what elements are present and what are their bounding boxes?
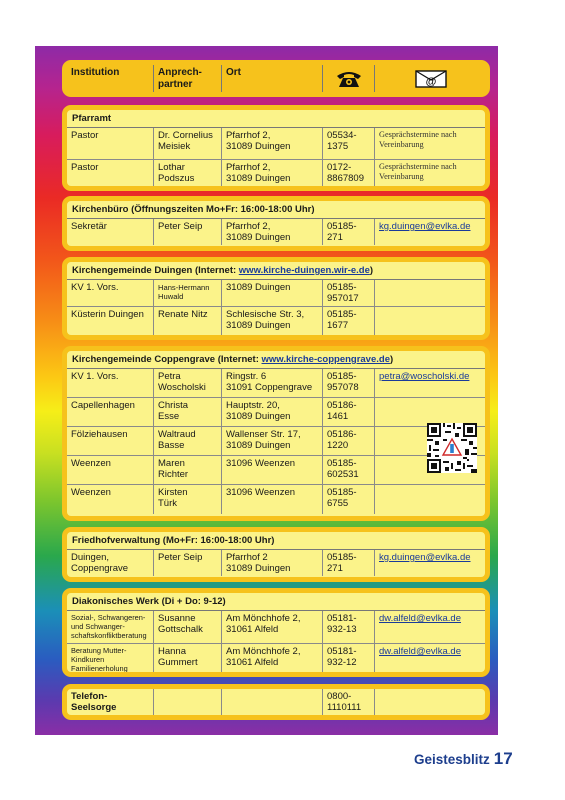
address-cell: Schlesische Str. 3, 31089 Duingen (221, 307, 322, 335)
role-cell: Pastor (71, 162, 99, 173)
telephone-icon (322, 65, 374, 92)
envelope-at-icon (374, 65, 485, 92)
role-cell: Duingen, Coppengrave (71, 552, 129, 574)
header-contact: Anprech- partner (153, 65, 221, 92)
qr-code-icon (427, 423, 477, 473)
email-link[interactable]: dw.alfeld@evlka.de (379, 646, 461, 657)
column-header-row (67, 65, 485, 92)
note-cell (374, 307, 485, 335)
table-row (67, 160, 485, 187)
name-cell: Lothar Podszus (153, 160, 221, 187)
role-cell: Küsterin Duingen (71, 309, 144, 320)
role-cell: Weenzen (71, 458, 111, 469)
table-row (67, 280, 485, 307)
address-cell: 31096 Weenzen (221, 485, 322, 514)
role-cell: Sekretär (71, 221, 107, 232)
section-kirchenbuero (62, 196, 490, 251)
role-cell: Beratung Mutter- Kindkuren Familienerholung (71, 646, 128, 673)
address-cell: Am Mönchhofe 2, 31061 Alfeld (221, 611, 322, 643)
role-cell: Telefon- Seelsorge (71, 691, 117, 713)
header-place: Ort (221, 65, 322, 92)
empty-cell (374, 398, 485, 426)
phone-cell: 05185- 6755 (322, 485, 374, 514)
name-cell: Maren Richter (153, 456, 221, 484)
section-title: Pfarramt (67, 110, 485, 128)
table-row (67, 369, 485, 398)
website-link[interactable]: www.kirche-duingen.wir-e.de (238, 265, 370, 276)
section-friedhof (62, 527, 490, 582)
table-row (67, 307, 485, 335)
name-cell: Dr. Cornelius Meisiek (153, 128, 221, 159)
table-row (67, 611, 485, 644)
role-cell: Weenzen (71, 487, 111, 498)
section-diakonisches-werk (62, 588, 490, 677)
phone-cell: 05181- 932-13 (322, 611, 374, 643)
address-cell: Hauptstr. 20, 31089 Duingen (221, 398, 322, 426)
section-kg-duingen (62, 257, 490, 340)
phone-cell: 05186- 1220 (322, 427, 374, 455)
email-link[interactable]: dw.alfeld@evlka.de (379, 613, 461, 624)
page-number: 17 (493, 749, 513, 768)
name-cell: Waltraud Basse (153, 427, 221, 455)
phone-cell: 05185- 1677 (322, 307, 374, 335)
role-cell: KV 1. Vors. (71, 371, 119, 382)
section-telefonseelsorge (62, 684, 490, 720)
role-cell: Capellenhagen (71, 400, 135, 411)
phone-cell: 0800- 1110111 (322, 689, 374, 715)
header-institution: Institution (71, 67, 120, 78)
email-link[interactable]: kg.duingen@evlka.de (379, 552, 471, 563)
empty-cell (153, 689, 221, 715)
table-row (67, 485, 485, 514)
note-cell: Gesprächstermine nach Vereinbarung (374, 128, 485, 159)
note-cell: Gesprächstermine nach Vereinbarung (374, 160, 485, 187)
table-row (67, 427, 485, 456)
address-cell: Pfarrhof 2 31089 Duingen (221, 550, 322, 576)
email-link[interactable]: petra@woscholski.de (379, 371, 470, 382)
section-title: Kirchenbüro (Öffnungszeiten Mo+Fr: 16:00-18:00 Uhr) (67, 201, 485, 219)
role-cell: KV 1. Vors. (71, 282, 119, 293)
name-cell: Peter Seip (153, 550, 221, 576)
phone-cell: 05185- 271 (322, 550, 374, 576)
magazine-name: Geistesblitz (414, 752, 490, 767)
table-row (67, 689, 485, 715)
column-header-card (62, 60, 490, 97)
address-cell: Am Mönchhofe 2, 31061 Alfeld (221, 644, 322, 674)
section-pfarramt (62, 105, 490, 191)
section-title: Kirchengemeinde Duingen (Internet: www.kirche-duingen.wir-e.de) (67, 262, 485, 280)
name-cell: Hans-Hermann Huwald (153, 280, 221, 306)
address-cell: Pfarrhof 2, 31089 Duingen (221, 219, 322, 245)
table-row (67, 398, 485, 427)
phone-cell: 0172- 8867809 (322, 160, 374, 187)
section-title: Diakonisches Werk (Di + Do: 9-12) (67, 593, 485, 611)
phone-cell: 05185- 602531 (322, 456, 374, 484)
address-cell: Pfarrhof 2, 31089 Duingen (221, 128, 322, 159)
empty-cell (374, 689, 485, 715)
section-title: Kirchengemeinde Coppengrave (Internet: www.kirche-coppengrave.de) (67, 351, 485, 369)
phone-cell: 05185- 271 (322, 219, 374, 245)
empty-cell (374, 485, 485, 514)
table-row (67, 644, 485, 674)
name-cell: Susanne Gottschalk (153, 611, 221, 643)
table-row (67, 128, 485, 160)
name-cell: Hanna Gummert (153, 644, 221, 674)
table-row (67, 456, 485, 485)
name-cell: Kirsten Türk (153, 485, 221, 514)
section-kg-coppengrave (62, 346, 490, 521)
phone-cell: 05185- 957017 (322, 280, 374, 306)
role-cell: Pastor (71, 130, 99, 141)
phone-cell: 05185- 957078 (322, 369, 374, 397)
section-title: Friedhofverwaltung (Mo+Fr: 16:00-18:00 Uhr) (67, 532, 485, 550)
note-cell (374, 280, 485, 306)
address-cell: Ringstr. 6 31091 Coppengrave (221, 369, 322, 397)
address-cell: 31089 Duingen (221, 280, 322, 306)
table-row (67, 550, 485, 576)
website-link[interactable]: www.kirche-coppengrave.de (261, 354, 390, 365)
phone-cell: 05534- 1375 (322, 128, 374, 159)
address-cell: Pfarrhof 2, 31089 Duingen (221, 160, 322, 187)
name-cell: Peter Seip (153, 219, 221, 245)
name-cell: Christa Esse (153, 398, 221, 426)
email-link[interactable]: kg.duingen@evlka.de (379, 221, 471, 232)
empty-cell (221, 689, 322, 715)
phone-cell: 05186- 1461 (322, 398, 374, 426)
address-cell: Wallenser Str. 17, 31089 Duingen (221, 427, 322, 455)
page-footer (414, 749, 534, 769)
address-cell: 31096 Weenzen (221, 456, 322, 484)
name-cell: Petra Woscholski (153, 369, 221, 397)
phone-cell: 05181- 932-12 (322, 644, 374, 674)
role-cell: Sozial-, Schwangeren- und Schwanger- schaftskonfliktberatung (71, 613, 147, 640)
role-cell: Fölziehausen (71, 429, 128, 440)
table-row (67, 219, 485, 245)
svg-text:@: @ (425, 76, 436, 88)
name-cell: Renate Nitz (153, 307, 221, 335)
